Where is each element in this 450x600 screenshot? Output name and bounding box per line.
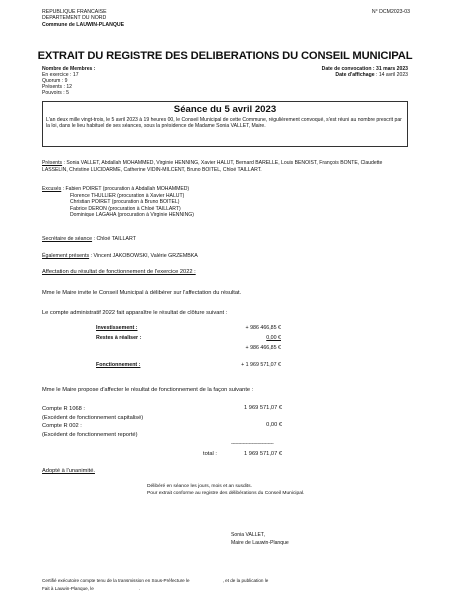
restes-label: Restes à réaliser : <box>96 335 142 341</box>
deliberation-line: Délibéré en séance les jours, mois et an susdits. <box>147 484 252 489</box>
signature-block <box>231 531 289 547</box>
excuse-line: Florence THULLIER (procuration à Xavier HALUT) <box>70 192 185 199</box>
invite-paragraph: Mme le Maire invite le Conseil Municipal à délibérer sur l'affectation du résultat. <box>42 290 242 296</box>
total-dashes: ----------------------------- <box>231 441 274 447</box>
excuses-first: : Fabien POIRET (procuration à Abdallah MOHAMMED) <box>61 186 190 192</box>
restes-value: 0,00 € <box>266 335 281 341</box>
presents-paragraph <box>42 160 408 173</box>
members-info <box>42 66 96 96</box>
proposal-paragraph: Mme le Maire propose d'affecter le résultat de fonctionnement de la façon suivante : <box>42 387 254 393</box>
commune-name: Commune de LAUWIN-PLANQUE <box>42 21 125 28</box>
fonctionnement-value: + 1 969 571,07 € <box>241 362 281 368</box>
session-title: Séance du 5 avril 2023 <box>173 104 277 115</box>
excuse-line: Christian POIRET (procuration à Bruno BOITEL) <box>70 199 180 206</box>
deliberation-block <box>147 484 304 497</box>
secretaire-line <box>42 236 136 243</box>
egalement-value: : Vincent JAKOBOWSKI, Valérie GRZEMBKA <box>89 253 198 259</box>
excuses-label: Excusés <box>42 186 62 192</box>
affectation-accounts <box>42 405 143 439</box>
compte-paragraph: Le compte administratif 2022 fait apparaître le résultat de clôture suivant : <box>42 310 228 316</box>
footer-line-1: Certifié exécutoire compte tenu de la transmission en Sous-Préfecture le , et de la publication le <box>42 578 269 583</box>
affichage-label: Date d'affichage <box>335 72 375 79</box>
total-label: total : <box>203 451 217 457</box>
affectation-title: Affectation du résultat de fonctionnement de l'exercice 2022 : <box>42 269 196 275</box>
members-line: En exercice : 17 <box>42 72 79 79</box>
members-heading: Nombre de Membres : <box>42 66 96 72</box>
header-line: DEPARTEMENT DU NORD <box>42 15 107 22</box>
deliberation-ref: N° DCM2023-03 <box>371 9 410 15</box>
r1068-label: Compte R 1068 : <box>42 406 85 412</box>
page-title: EXTRAIT DU REGISTRE DES DELIBERATIONS DU CONSEIL MUNICIPAL <box>37 50 413 62</box>
investissement-label: Investissement : <box>96 325 138 331</box>
investissement-value: + 986 466,85 € <box>245 325 281 331</box>
r002-value: 0,00 € <box>266 422 282 428</box>
session-text: L'an deux mille vingt-trois, le 5 avril 2023 à 19 heures 00, le Conseil Municipal de cette Commune, régulièrement convoqué, s'est réuni au nombre prescrit par la loi, dans le lieu habituel de ses séances, sous la présidence de Madame Sonia VALLET, Maire. <box>46 117 402 130</box>
secretaire-value: : Chloé TAILLART <box>92 236 136 242</box>
affichage-value: : 14 avril 2023 <box>374 72 408 79</box>
members-line: Quorum : 9 <box>42 78 68 85</box>
header-line: REPUBLIQUE FRANCAISE <box>42 9 107 15</box>
footer-line-2: Fait à Lauwin-Planque, le . <box>42 586 141 592</box>
excuses-paragraph <box>42 186 408 219</box>
total-value: 1 969 571,07 € <box>244 451 282 457</box>
members-line: Pouvoirs : 5 <box>42 90 69 97</box>
secretaire-label: Secrétaire de séance <box>42 236 93 242</box>
adopte-line: Adopté à l'unanimité. <box>42 468 95 474</box>
invest-total-value: + 986 466,85 € <box>245 345 281 351</box>
members-line: Présents : 12 <box>42 84 73 91</box>
session-box <box>42 101 408 147</box>
fonctionnement-label: Fonctionnement : <box>96 362 141 368</box>
convocation-date: Date de convocation : 31 mars 2023 <box>321 66 408 72</box>
header-left <box>42 9 124 28</box>
deliberation-line: Pour extrait conforme au registre des délibérations du Conseil Municipal. <box>147 490 305 496</box>
signature-role: Maire de Lauwin-Planque <box>231 540 289 547</box>
excuse-line: Fabrice DERON (procuration à Chloé TAILLART) <box>70 205 181 212</box>
affichage-date <box>322 72 408 78</box>
egalement-line <box>42 253 198 260</box>
r1068-desc: (Excédent de fonctionnement capitalisé) <box>42 414 144 421</box>
egalement-label: Également présents <box>42 253 90 259</box>
signature-name: Sonia VALLET, <box>231 532 265 538</box>
presents-text: : Sonia VALLET, Abdallah MOHAMMED, Virginie HENNING, Xavier HALUT, Bernard BARELLE, Louis BENOIST, François BONTE, Claudette LASSELIN, Christine LUCIDARME, Catherine VIDIN-MILCENT, Bruno BOITEL, Chloé TAILLART. <box>42 160 383 173</box>
footer <box>42 577 412 594</box>
r002-desc: (Excédent de fonctionnement reporté) <box>42 431 138 438</box>
r1068-value: 1 969 571,07 € <box>244 405 282 411</box>
excuse-line: Dominique LAGAHA (procuration à Virginie HENNING) <box>70 212 194 219</box>
dates-info <box>322 66 408 78</box>
r002-label: Compte R 002 : <box>42 423 82 430</box>
presents-label: Présents <box>42 160 63 166</box>
